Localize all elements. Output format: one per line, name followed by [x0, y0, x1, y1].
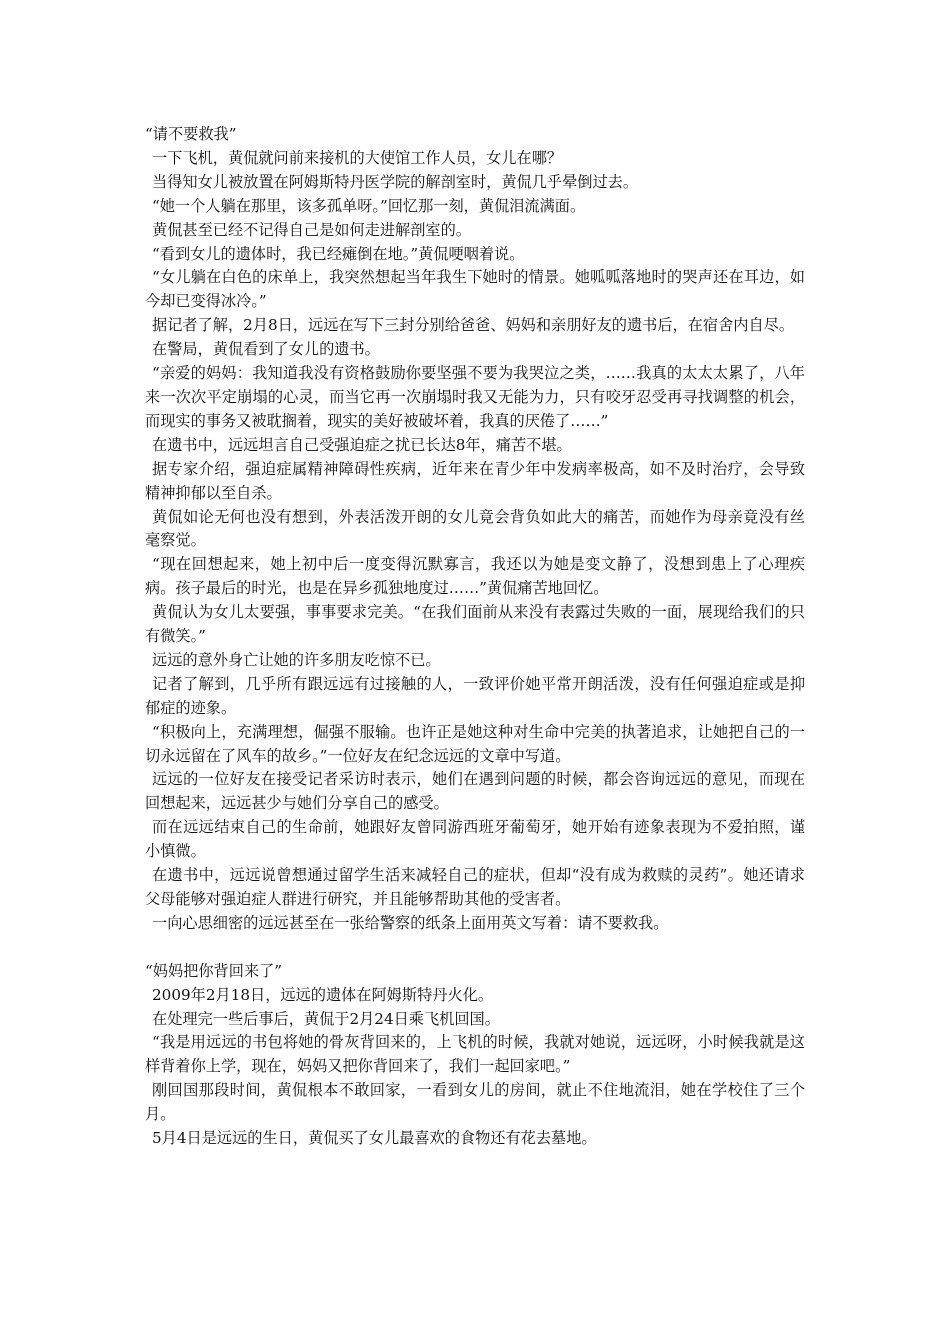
- section-heading: “请不要救我”: [145, 125, 237, 143]
- paragraph: 刚回国那段时间，黄侃根本不敢回家，一看到女儿的房间，就止不住地流泪，她在学校住了三个月。: [145, 1081, 805, 1124]
- paragraph: 在遗书中，远远说曾想通过留学生活来减轻自己的症状，但却“没有成为救赎的灵药”。她还请求父母能够对强迫症人群进行研究，并且能够帮助其他的受害者。: [145, 866, 805, 908]
- paragraph: “女儿躺在白色的床单上，我突然想起当年我生下她时的情景。她呱呱落地时的哭声还在耳边，如今却已变得冰冷。”: [145, 268, 805, 311]
- paragraph: 远远的意外身亡让她的许多朋友吃惊不已。: [152, 650, 441, 669]
- paragraph: 5月4日是远远的生日，黄侃买了女儿最喜欢的食物还有花去墓地。: [152, 1129, 597, 1148]
- paragraph: “她一个人躺在那里，该多孤单呀。”回忆那一刻，黄侃泪流满面。: [152, 196, 586, 215]
- paragraph: “积极向上，充满理想，倔强不服输。也许正是她这种对生命中完美的执著追求，让她把自己的一切永远留在了风车的故乡。”一位好友在纪念远远的文章中写道。: [145, 722, 805, 765]
- paragraph: 在警局，黄侃看到了女儿的遗书。: [152, 340, 380, 359]
- paragraph: “亲爱的妈妈：我知道我没有资格鼓励你要坚强不要为我哭泣之类，……我真的太太太累了，八年来一次次平定崩塌的心灵，而当它再一次崩塌时我又无能为力，只有咬牙忍受再寻找调整的机会，而现实的事务又被耽搁着，现实的美好被破坏着，我真的厌倦了……”: [145, 364, 805, 430]
- paragraph: 而在远远结束自己的生命前，她跟好友曾同游西班牙葡萄牙，她开始有迹象表现为不爱拍照，谨小慎微。: [145, 818, 805, 861]
- paragraph: 据专家介绍，强迫症属精神障碍性疾病，近年来在青少年中发病率极高，如不及时治疗，会导致精神抑郁以至自杀。: [145, 459, 805, 502]
- paragraph: 一向心思细密的远远甚至在一张给警察的纸条上面用英文写着：请不要救我。: [152, 913, 669, 932]
- paragraph: 黄侃如论无何也没有想到，外表活泼开朗的女儿竟会背负如此大的痛苦，而她作为母亲竟没有丝毫察觉。: [145, 507, 805, 550]
- paragraph: 远远的一位好友在接受记者采访时表示，她们在遇到问题的时候，都会咨询远远的意见，而现在回想起来，远远甚少与她们分享自己的感受。: [145, 770, 805, 813]
- paragraph: 当得知女儿被放置在阿姆斯特丹医学院的解剖室时，黄侃几乎晕倒过去。: [152, 172, 638, 191]
- section-spacer: [145, 936, 805, 960]
- paragraph: 在处理完一些后事后，黄侃于2月24日乘飞机回国。: [152, 1009, 500, 1028]
- paragraph: 黄侃甚至已经不记得自己是如何走进解剖室的。: [152, 220, 471, 239]
- paragraph: 2009年2月18日，远远的遗体在阿姆斯特丹火化。: [152, 985, 494, 1004]
- paragraph: “我是用远远的书包将她的骨灰背回来的，上飞机的时候，我就对她说，远远呀，小时候我就是这样背着你上学，现在，妈妈又把你背回来了，我们一起回家吧。”: [145, 1033, 805, 1076]
- paragraph: “现在回想起来，她上初中后一度变得沉默寡言，我还以为她是变文静了，没想到患上了心理疾病。孩子最后的时光，也是在异乡孤独地度过……”黄侃痛苦地回忆。: [145, 555, 805, 598]
- paragraph: 记者了解到，几乎所有跟远远有过接触的人，一致评价她平常开朗活泼，没有任何强迫症或是抑郁症的迹象。: [145, 674, 805, 717]
- paragraph: 一下飞机，黄侃就问前来接机的大使馆工作人员，女儿在哪？: [152, 148, 563, 167]
- section-heading: “妈妈把你背回来了”: [145, 961, 283, 980]
- document-body: [145, 123, 805, 1151]
- paragraph: 黄侃认为女儿太要强，事事要求完美。“在我们面前从来没有表露过失败的一面，展现给我们的只有微笑。”: [145, 603, 805, 646]
- paragraph: 据记者了解，2月8日，远远在写下三封分别给爸爸、妈妈和亲朋好友的遗书后，在宿舍内自尽。: [152, 316, 795, 335]
- paragraph: “看到女儿的遗体时，我已经瘫倒在地。”黄侃哽咽着说。: [152, 244, 525, 263]
- paragraph: 在遗书中，远远坦言自己受强迫症之扰已长达8年，痛苦不堪。: [152, 435, 572, 454]
